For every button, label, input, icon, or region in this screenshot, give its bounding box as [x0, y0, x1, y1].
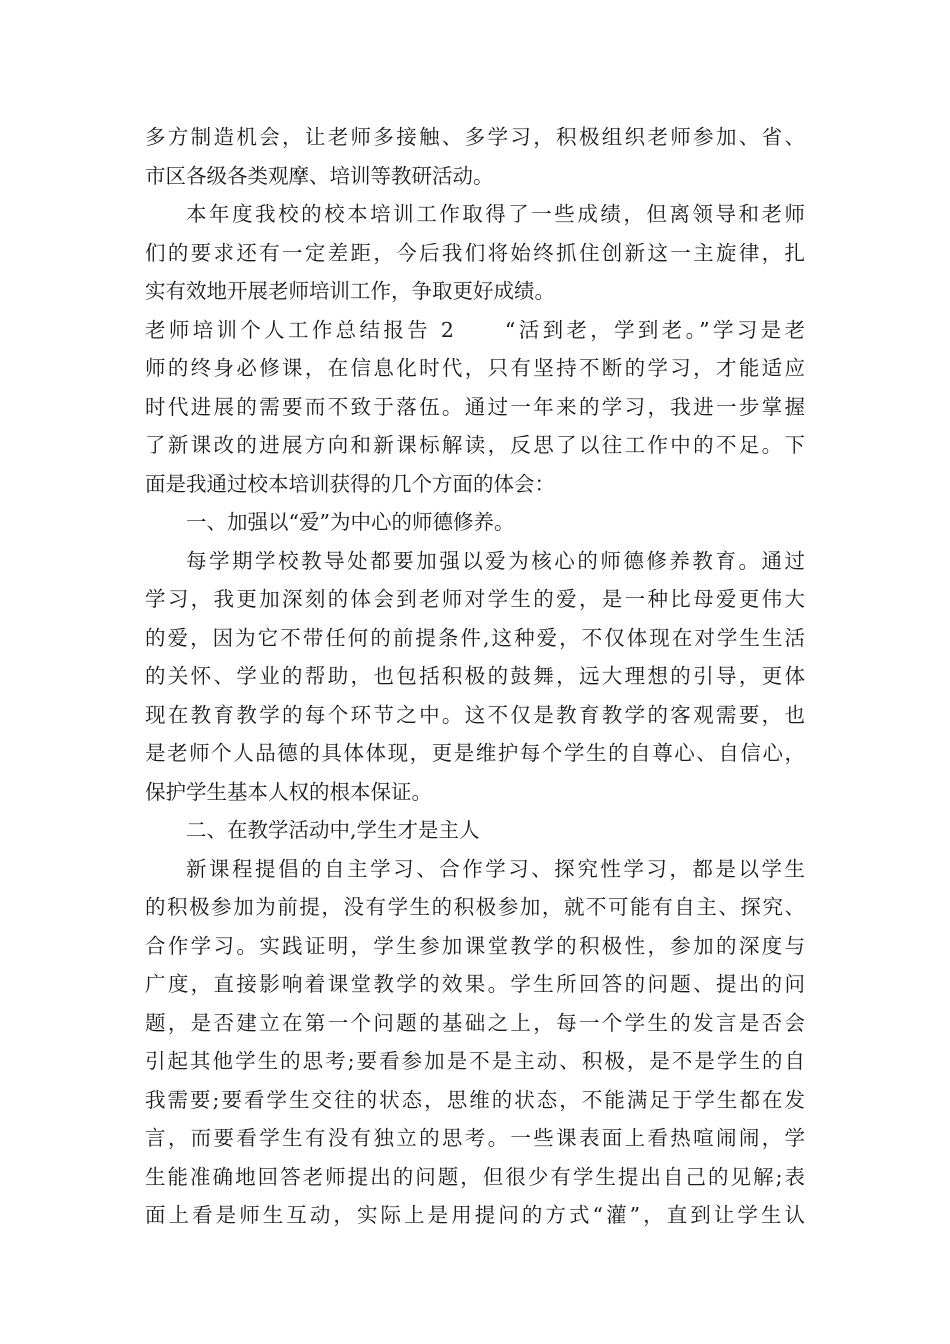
text-line: 们的要求还有一定差距，今后我们将始终抓住创新这一主旋律，扎 — [145, 240, 805, 265]
text-line: 广度，直接影响着课堂教学的效果。学生所回答的问题、提出的问 — [145, 972, 805, 996]
text-line: 新课程提倡的自主学习、合作学习、探究性学习，都是以学生 — [186, 856, 805, 881]
text-line: 合作学习。实践证明，学生参加课堂教学的积极性，参加的深度与 — [145, 933, 805, 958]
text-line: 我需要;要看学生交往的状态，思维的状态，不能满足于学生都在发 — [145, 1087, 805, 1112]
text-line: 生能准确地回答老师提出的问题，但很少有学生提出自己的见解;表 — [145, 1164, 805, 1189]
text-line: 是老师个人品德的具体体现，更是维护每个学生的自尊心、自信心， — [145, 741, 805, 765]
text-line: 了新课改的进展方向和新课标解读，反思了以往工作中的不足。下 — [145, 433, 805, 457]
text-line: 市区各级各类观摩、培训等教研活动。 — [145, 163, 494, 188]
document-page — [145, 118, 805, 1235]
text-line: 现在教育教学的每个环节之中。这不仅是教育教学的客观需要，也 — [145, 702, 805, 727]
text-line: 的爱，因为它不带任何的前提条件,这种爱，不仅体现在对学生生活 — [145, 625, 805, 650]
text-line: 面上看是师生互动，实际上是用提问的方式“灌”，直到让学生认 — [145, 1203, 805, 1227]
text-line: 保护学生基本人权的根本保证。 — [145, 779, 432, 804]
text-line: 的积极参加为前提，没有学生的积极参加，就不可能有自主、探究、 — [145, 895, 805, 919]
text-line: 每学期学校教导处都要加强以爱为核心的师德修养教育。通过 — [186, 548, 805, 573]
text-line: 面是我通过校本培训获得的几个方面的体会： — [145, 471, 555, 496]
text-line: 实有效地开展老师培训工作，争取更好成绩。 — [145, 279, 555, 303]
text-line: 的关怀、学业的帮助，也包括积极的鼓舞，远大理想的引导，更体 — [145, 664, 805, 688]
text-line: 二、在教学活动中,学生才是主人 — [186, 818, 480, 842]
text-line: 学习，我更加深刻的体会到老师对学生的爱，是一种比母爱更伟大 — [145, 587, 805, 611]
text-line: 言，而要看学生有没有独立的思考。一些课表面上看热喧闹闹，学 — [145, 1126, 805, 1150]
text-line: 师的终身必修课，在信息化时代，只有坚持不断的学习，才能适应 — [145, 356, 805, 380]
text-line: 老师培训个人工作总结报告 2 “活到老，学到老。”学习是老 — [145, 317, 805, 342]
text-line: 一、加强以“爱”为中心的师德修养。 — [186, 510, 515, 534]
text-line: 引起其他学生的思考;要看参加是不是主动、积极，是不是学生的自 — [145, 1049, 805, 1073]
text-line: 多方制造机会，让老师多接触、多学习，积极组织老师参加、省、 — [145, 125, 805, 149]
text-line: 时代进展的需要而不致于落伍。通过一年来的学习，我进一步掌握 — [145, 394, 805, 419]
text-line: 本年度我校的校本培训工作取得了一些成绩，但离领导和老师 — [186, 202, 805, 226]
text-line: 题，是否建立在第一个问题的基础之上，每一个学生的发言是否会 — [145, 1010, 805, 1035]
